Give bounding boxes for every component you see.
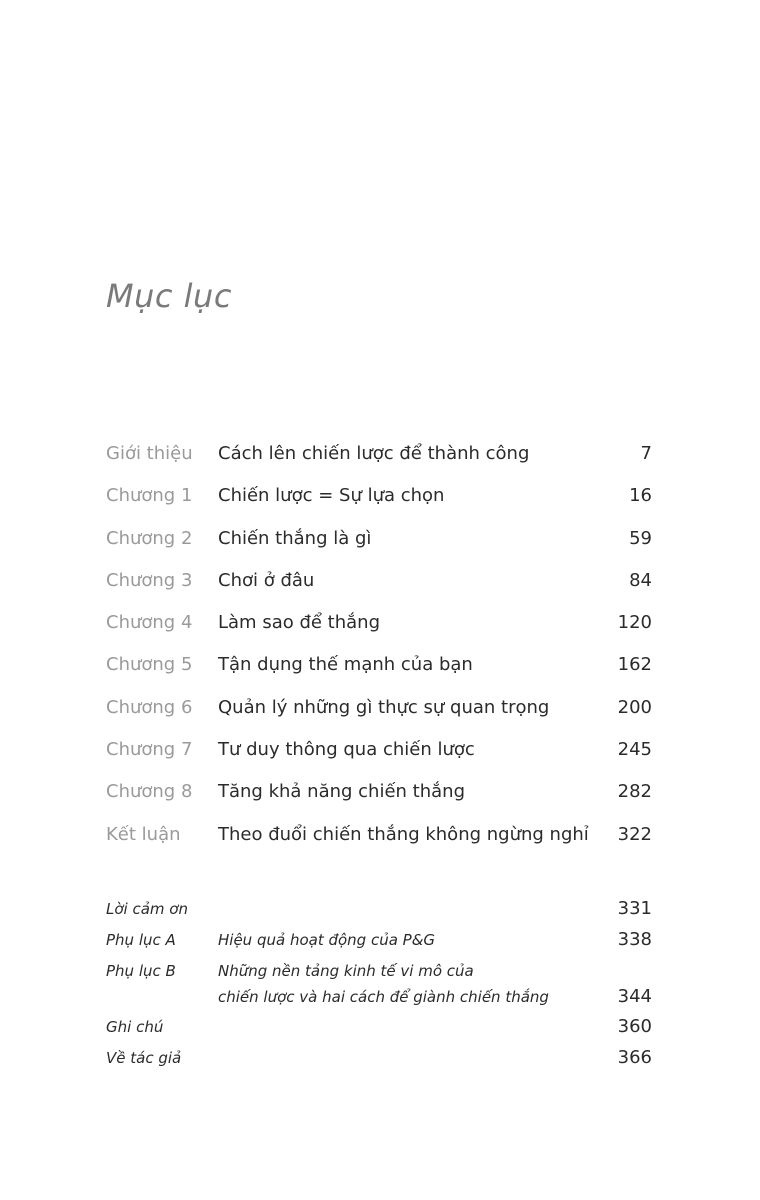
back-matter-list xyxy=(106,896,652,1076)
page-number: 338 xyxy=(617,929,652,950)
chapter-label: Chương 8 xyxy=(106,781,193,803)
page-number: 245 xyxy=(617,739,652,761)
page-number: 162 xyxy=(617,654,652,676)
back-matter-title: Hiệu quả hoạt động của P&G xyxy=(218,931,436,949)
page-number: 120 xyxy=(617,612,652,634)
page-number: 16 xyxy=(629,485,652,507)
back-matter-label: Phụ lục B xyxy=(106,962,176,980)
back-matter-title-line: chiến lược và hai cách để giành chiến thắng xyxy=(218,988,549,1006)
chapter-label: Giới thiệu xyxy=(106,443,193,464)
chapter-label: Chương 1 xyxy=(106,485,193,507)
toc-entry-chapter-2[interactable] xyxy=(106,521,652,563)
toc-entry-chapter-3[interactable] xyxy=(106,563,652,605)
chapter-title: Chơi ở đâu xyxy=(218,569,315,591)
back-matter-label: Ghi chú xyxy=(106,1018,164,1036)
page-number: 322 xyxy=(617,823,652,845)
page-number: 331 xyxy=(617,898,652,919)
chapter-label: Chương 4 xyxy=(106,612,193,634)
toc-entry-introduction[interactable] xyxy=(106,436,652,478)
chapter-label: Chương 2 xyxy=(106,527,193,549)
chapter-title: Chiến lược = Sự lựa chọn xyxy=(218,485,445,507)
toc-entry-chapter-1[interactable] xyxy=(106,478,652,520)
chapter-label: Chương 6 xyxy=(106,696,193,718)
toc-entry-about-authors[interactable] xyxy=(106,1045,652,1076)
toc-entry-chapter-4[interactable] xyxy=(106,605,652,647)
toc-entry-acknowledgements[interactable] xyxy=(106,896,652,927)
chapter-title: Tăng khả năng chiến thắng xyxy=(218,781,465,803)
back-matter-label: Về tác giả xyxy=(106,1049,182,1067)
page-number: 84 xyxy=(629,569,652,591)
chapter-title: Chiến thắng là gì xyxy=(218,527,372,549)
toc-entry-chapter-6[interactable] xyxy=(106,690,652,732)
page-number: 344 xyxy=(617,986,652,1007)
toc-entry-appendix-a[interactable] xyxy=(106,927,652,958)
chapter-title: Cách lên chiến lược để thành công xyxy=(218,443,530,464)
chapter-title: Tận dụng thế mạnh của bạn xyxy=(218,654,473,676)
toc-entry-conclusion[interactable] xyxy=(106,817,652,859)
toc-entry-chapter-7[interactable] xyxy=(106,732,652,774)
toc-entry-appendix-b[interactable] xyxy=(106,958,652,1014)
back-matter-title xyxy=(218,958,549,1010)
chapter-label: Chương 5 xyxy=(106,654,193,676)
toc-entry-chapter-8[interactable] xyxy=(106,774,652,816)
chapter-label: Chương 7 xyxy=(106,739,193,761)
chapter-title: Tư duy thông qua chiến lược xyxy=(218,739,475,761)
page-number: 7 xyxy=(640,443,652,464)
table-of-contents xyxy=(106,436,652,859)
toc-entry-chapter-5[interactable] xyxy=(106,647,652,689)
page-number: 366 xyxy=(617,1047,652,1068)
chapter-label: Chương 3 xyxy=(106,569,193,591)
back-matter-label: Phụ lục A xyxy=(106,931,176,949)
page-number: 360 xyxy=(617,1016,652,1037)
back-matter-title-line: Những nền tảng kinh tế vi mô của xyxy=(218,962,474,980)
chapter-title: Theo đuổi chiến thắng không ngừng nghỉ xyxy=(218,823,589,845)
back-matter-label: Lời cảm ơn xyxy=(106,900,188,918)
chapter-title: Quản lý những gì thực sự quan trọng xyxy=(218,696,550,718)
toc-entry-notes[interactable] xyxy=(106,1014,652,1045)
chapter-title: Làm sao để thắng xyxy=(218,612,381,634)
page-number: 282 xyxy=(617,781,652,803)
page-number: 200 xyxy=(617,696,652,718)
chapter-label: Kết luận xyxy=(106,823,181,845)
page-title: Mục lục xyxy=(106,277,232,315)
page-number: 59 xyxy=(629,527,652,549)
